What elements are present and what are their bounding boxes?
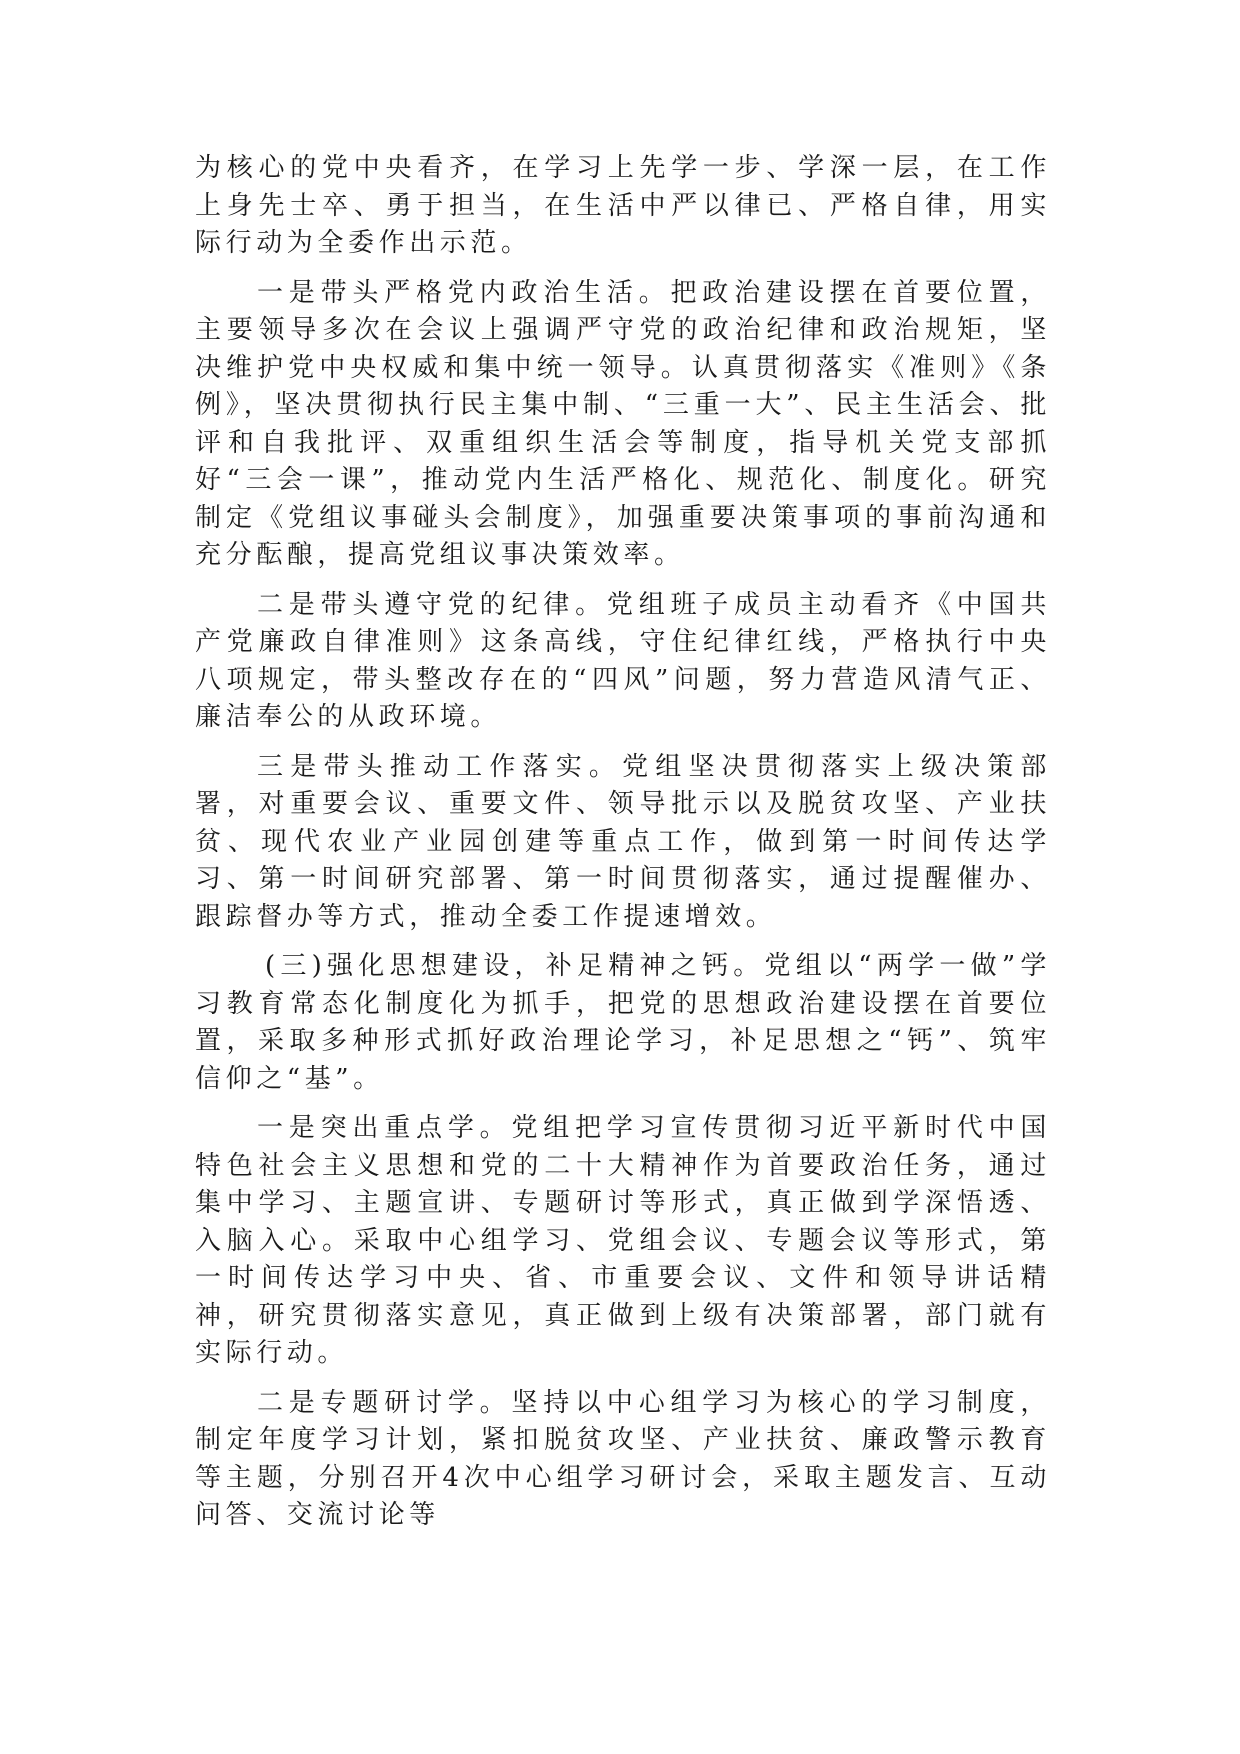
- paragraph-key-study: 一是突出重点学。党组把学习宣传贯彻习近平新时代中国特色社会主义思想和党的二十大精神作为首要政治任务，通过集中学习、主题宣讲、专题研讨等形式，真正做到学深悟透、入脑入心。采取中心组学习、党组会议、专题会议等形式，第一时间传达学习中央、省、市重要会议、文件和领导讲话精神，研究贯彻落实意见，真正做到上级有决策部署，部门就有实际行动。: [195, 1113, 1051, 1368]
- paragraph-strict-political-life: 一是带头严格党内政治生活。把政治建设摆在首要位置，主要领导多次在会议上强调严守党的政治纪律和政治规矩，坚决维护党中央权威和集中统一领导。认真贯彻落实《准则》《条例》，坚决贯彻执行民主集中制、“三重一大”、民主生活会、批评和自我批评、双重组织生活会等制度，指导机关党支部抓好“三会一课”，推动党内生活严格化、规范化、制度化。研究制定《党组议事碰头会制度》，加强重要决策事项的事前沟通和充分酝酿，提高党组议事决策效率。: [195, 277, 1051, 570]
- paragraph-thematic-study: 二是专题研讨学。坚持以中心组学习为核心的学习制度，制定年度学习计划，紧扣脱贫攻坚、产业扶贫、廉政警示教育等主题，分别召开4次中心组学习研讨会，采取主题发言、互动问答、交流讨论等: [195, 1387, 1051, 1530]
- paragraph-section-ideological-building: (三)强化思想建设，补足精神之钙。党组以“两学一做”学习教育常态化制度化为抓手，把党的思想政治建设摆在首要位置，采取多种形式抓好政治理论学习，补足思想之“钙”、筑牢信仰之“基”。: [195, 951, 1051, 1094]
- document-body: [195, 150, 1051, 1547]
- paragraph-continuation: 为核心的党中央看齐，在学习上先学一步、学深一层，在工作上身先士卒、勇于担当，在生活中严以律已、严格自律，用实际行动为全委作出示范。: [195, 153, 1051, 258]
- paragraph-work-implementation: 三是带头推动工作落实。党组坚决贯彻落实上级决策部署，对重要会议、重要文件、领导批示以及脱贫攻坚、产业扶贫、现代农业产业园创建等重点工作，做到第一时间传达学习、第一时间研究部署、第一时间贯彻落实，通过提醒催办、跟踪督办等方式，推动全委工作提速增效。: [195, 751, 1051, 932]
- paragraph-party-discipline: 二是带头遵守党的纪律。党组班子成员主动看齐《中国共产党廉政自律准则》这条高线，守住纪律红线，严格执行中央八项规定，带头整改存在的“四风”问题，努力营造风清气正、廉洁奉公的从政环境。: [195, 589, 1051, 732]
